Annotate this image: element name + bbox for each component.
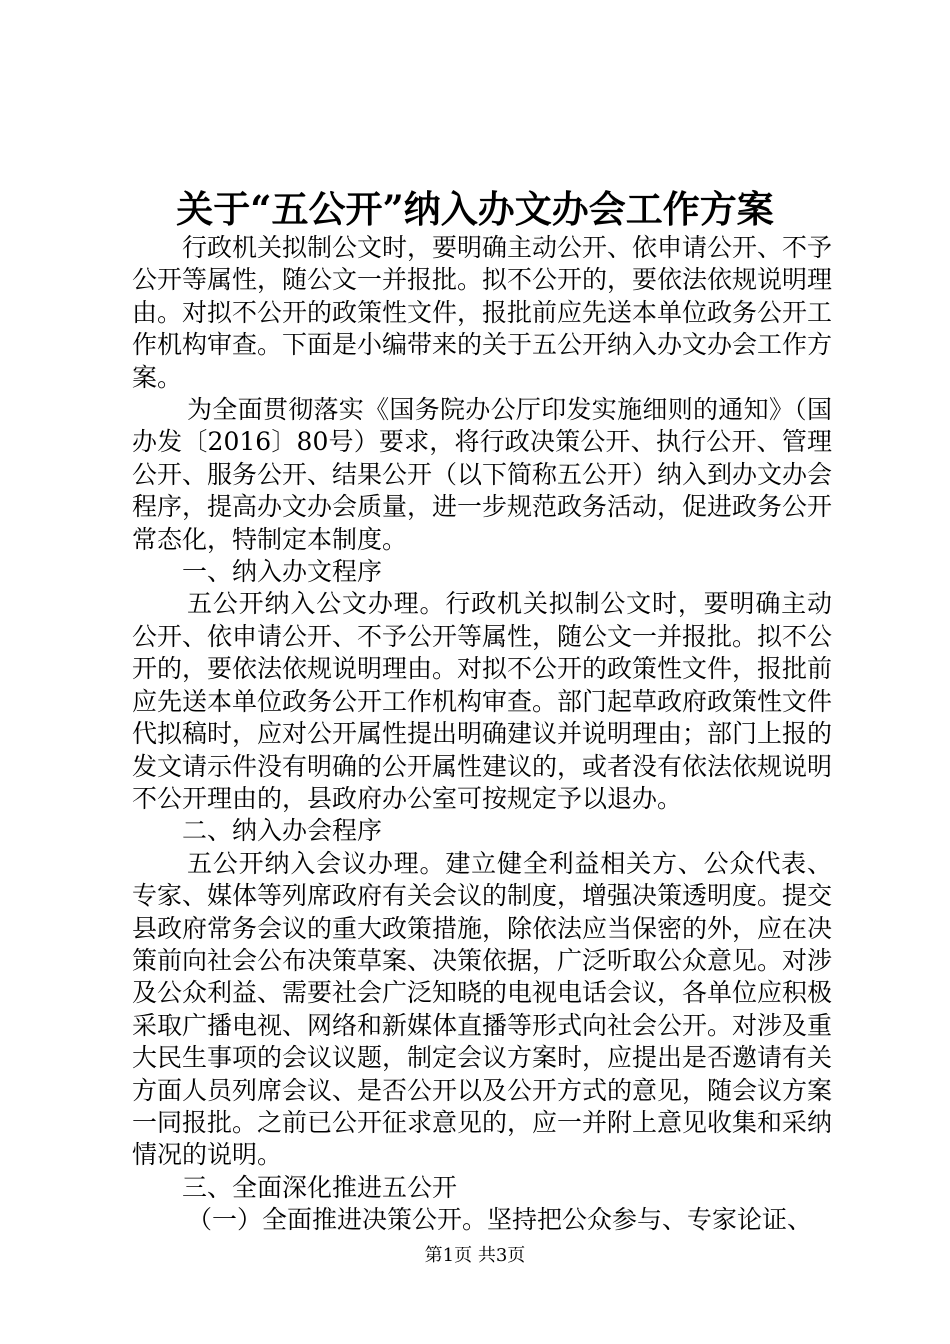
section-2-paragraph: 五公开纳入会议办理。建立健全利益相关方、公众代表、专家、媒体等列席政府有关会议的制度，增强决策透明度。提交县政府常务会议的重大政策措施，除依法应当保密的外，应在决策前向社会公布决策草案、决策依据，广泛听取公众意见。对涉及公众利益、需要社会广泛知晓的电视电话会议，各单位应积极采取广播电视、网络和新媒体直播等形式向社会公开。对涉及重大民生事项的会议议题，制定会议方案时，应提出是否邀请有关方面人员列席会议、是否公开以及公开方式的意见，随会议方案一同报批。之前已公开征求意见的，应一并附上意见收集和采纳情况的说明。 (132, 848, 833, 1170)
purpose-paragraph: 为全面贯彻落实《国务院办公厅印发实施细则的通知》（国办发〔2016〕80号）要求，将行政决策公开、执行公开、管理公开、服务公开、结果公开（以下简称五公开）纳入到办文办会程序，提高办文办会质量，进一步规范政务活动，促进政务公开常态化，特制定本制度。 (132, 395, 833, 554)
intro-paragraph: 行政机关拟制公文时，要明确主动公开、依申请公开、不予公开等属性，随公文一并报批。拟不公开的，要依法依规说明理由。对拟不公开的政策性文件，报批前应先送本单位政务公开工作机构审查。下面是小编带来的关于五公开纳入办文办会工作方案。 (132, 233, 833, 392)
document-title: 关于“五公开”纳入办文办会工作方案 (176, 187, 774, 231)
section-3-paragraph: （一）全面推进决策公开。坚持把公众参与、专家论证、 (187, 1205, 813, 1235)
page-footer: 第1页 共3页 (424, 1245, 526, 1266)
section-heading-1: 一、纳入办文程序 (182, 557, 383, 587)
section-heading-3: 三、全面深化推进五公开 (182, 1172, 458, 1202)
section-heading-2: 二、纳入办会程序 (182, 816, 383, 846)
section-1-paragraph: 五公开纳入公文办理。行政机关拟制公文时，要明确主动公开、依申请公开、不予公开等属性，随公文一并报批。拟不公开的，要依法依规说明理由。对拟不公开的政策性文件，报批前应先送本单位政务公开工作机构审查。部门起草政府政策性文件代拟稿时，应对公开属性提出明确建议并说明理由；部门上报的发文请示件没有明确的公开属性建议的，或者没有依法依规说明不公开理由的，县政府办公室可按规定予以退办。 (132, 589, 833, 813)
document-body (132, 232, 832, 1237)
